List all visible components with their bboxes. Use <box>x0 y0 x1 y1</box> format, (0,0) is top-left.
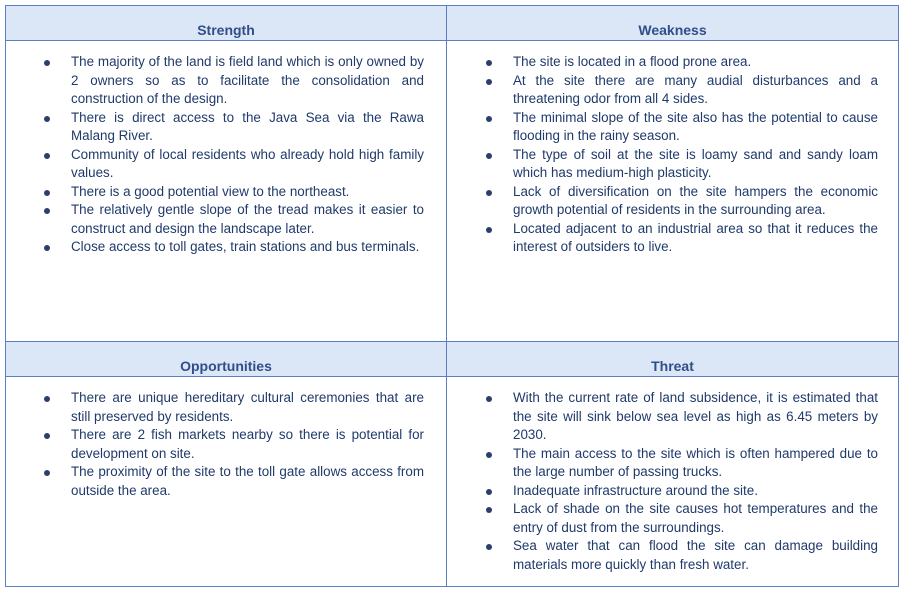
list-item: The main access to the site which is often hampered due to the large number of passing trucks. <box>513 445 878 482</box>
bullet-icon <box>486 452 492 458</box>
strength-cell <box>6 6 447 342</box>
opportunities-header: Opportunities <box>6 342 446 377</box>
strength-list <box>6 41 446 257</box>
threat-list <box>447 377 898 574</box>
bullet-icon <box>486 489 492 495</box>
bullet-icon <box>486 507 492 513</box>
bullet-icon <box>44 396 50 402</box>
weakness-cell <box>447 6 898 342</box>
weakness-list <box>447 41 898 257</box>
list-item: Lack of shade on the site causes hot temperatures and the entry of dust from the surroundings. <box>513 500 878 537</box>
bullet-icon <box>44 153 50 159</box>
list-item: The site is located in a flood prone area. <box>513 53 878 72</box>
bullet-icon <box>44 208 50 214</box>
list-item: The relatively gentle slope of the tread makes it easier to construct and design the landscape later. <box>71 201 424 238</box>
bullet-icon <box>486 116 492 122</box>
list-item: Community of local residents who already hold high family values. <box>71 146 424 183</box>
list-item: There are unique hereditary cultural ceremonies that are still preserved by residents. <box>71 389 424 426</box>
threat-cell <box>447 342 898 586</box>
bullet-icon <box>44 60 50 66</box>
strength-header: Strength <box>6 6 446 41</box>
list-item: Close access to toll gates, train stations and bus terminals. <box>71 238 424 257</box>
threat-header: Threat <box>447 342 898 377</box>
bullet-icon <box>486 544 492 550</box>
bullet-icon <box>486 396 492 402</box>
bullet-icon <box>486 60 492 66</box>
bullet-icon <box>44 190 50 196</box>
opportunities-cell <box>6 342 447 586</box>
list-item: The minimal slope of the site also has the potential to cause flooding in the rainy season. <box>513 109 878 146</box>
bullet-icon <box>44 245 50 251</box>
swot-table <box>5 5 899 587</box>
bullet-icon <box>44 470 50 476</box>
bullet-icon <box>486 227 492 233</box>
list-item: The type of soil at the site is loamy sand and sandy loam which has medium-high plasticity. <box>513 146 878 183</box>
list-item: There is a good potential view to the northeast. <box>71 183 424 202</box>
list-item: Sea water that can flood the site can damage building materials more quickly than fresh water. <box>513 537 878 574</box>
bullet-icon <box>44 116 50 122</box>
list-item: Located adjacent to an industrial area so that it reduces the interest of outsiders to live. <box>513 220 878 257</box>
list-item: There is direct access to the Java Sea via the Rawa Malang River. <box>71 109 424 146</box>
weakness-header: Weakness <box>447 6 898 41</box>
bullet-icon <box>486 79 492 85</box>
list-item: With the current rate of land subsidence, it is estimated that the site will sink below sea level as high as 6.45 meters by 2030. <box>513 389 878 445</box>
list-item: At the site there are many audial disturbances and a threatening odor from all 4 sides. <box>513 72 878 109</box>
list-item: Inadequate infrastructure around the site. <box>513 482 878 501</box>
list-item: Lack of diversification on the site hampers the economic growth potential of residents in the surrounding area. <box>513 183 878 220</box>
list-item: The majority of the land is field land which is only owned by 2 owners so as to facilitate the consolidation and construction of the design. <box>71 53 424 109</box>
bullet-icon <box>486 190 492 196</box>
bullet-icon <box>486 153 492 159</box>
bullet-icon <box>44 433 50 439</box>
opportunities-list <box>6 377 446 500</box>
list-item: The proximity of the site to the toll gate allows access from outside the area. <box>71 463 424 500</box>
list-item: There are 2 fish markets nearby so there is potential for development on site. <box>71 426 424 463</box>
